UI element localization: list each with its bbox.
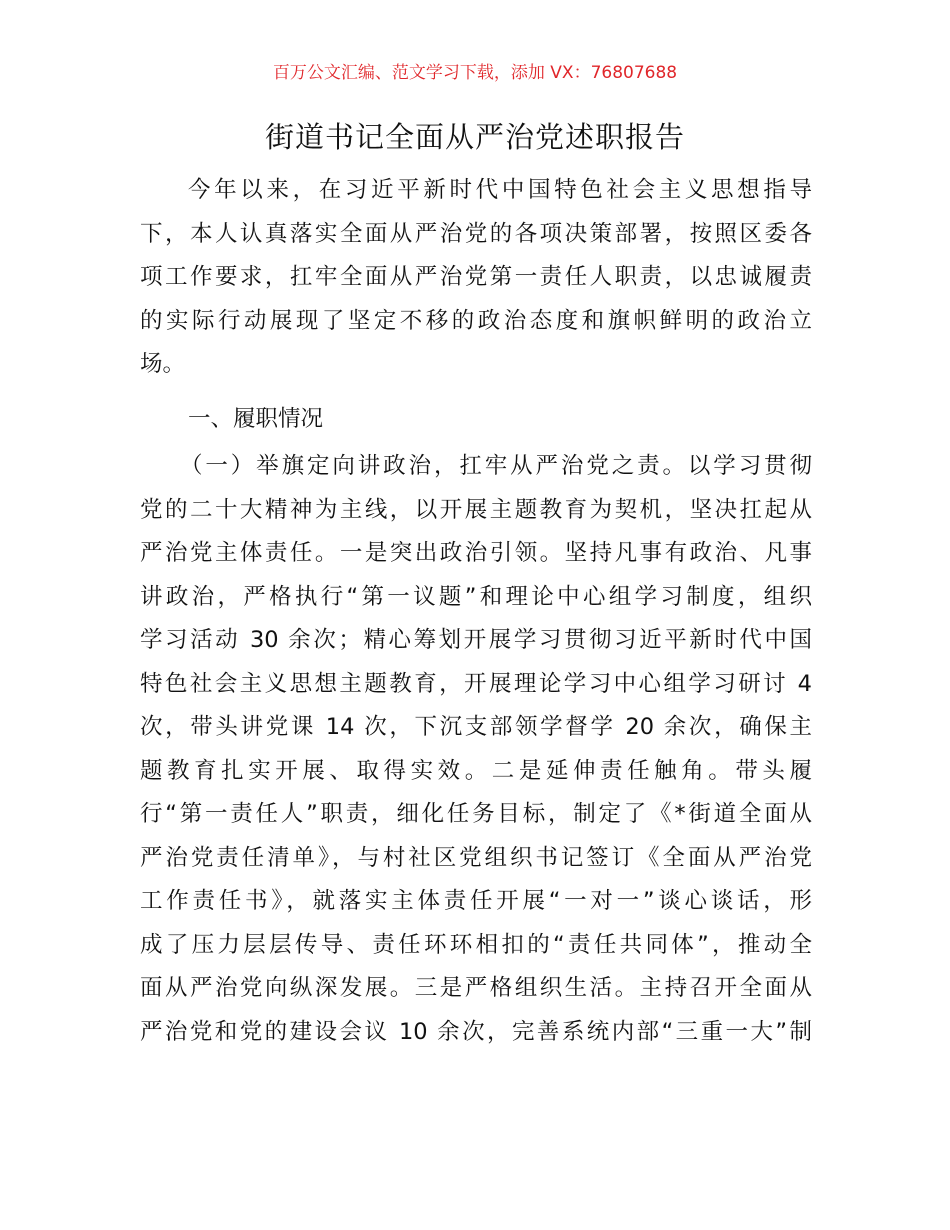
paragraph-line: 成了压力层层传导、责任环环相扣的“责任共同体”，推动全: [140, 932, 812, 958]
paragraph-line: 的实际行动展现了坚定不移的政治态度和旗帜鲜明的政治立: [140, 308, 812, 334]
paragraph-line: 题教育扎实开展、取得实效。二是延伸责任触角。带头履: [140, 758, 812, 784]
download-banner: 百万公文汇编、范文学习下载，添加 VX：76807688: [272, 63, 678, 83]
paragraph-line: 工作责任书》，就落实主体责任开展“一对一”谈心谈话，形: [140, 888, 812, 914]
paragraph-line: 场。: [140, 351, 186, 377]
document-title: 街道书记全面从严治党述职报告: [264, 120, 685, 154]
paragraph-line: 项工作要求，扛牢全面从严治党第一责任人职责，以忠诚履责: [140, 264, 812, 290]
section-heading: 一、履职情况: [188, 406, 324, 432]
paragraph-line: （一）举旗定向讲政治，扛牢从严治党之责。以学习贯彻: [180, 453, 812, 479]
paragraph-line: 次，带头讲党课 14 次，下沉支部领学督学 20 余次，确保主: [140, 714, 812, 740]
paragraph-line: 行“第一责任人”职责，细化任务目标，制定了《*街道全面从: [140, 801, 812, 827]
paragraph-line: 下，本人认真落实全面从严治党的各项决策部署，按照区委各: [140, 221, 812, 247]
paragraph-line: 讲政治，严格执行“第一议题”和理论中心组学习制度，组织: [140, 584, 812, 610]
paragraph-line: 严治党和党的建设会议 10 余次，完善系统内部“三重一大”制: [140, 1019, 812, 1045]
paragraph-line: 严治党责任清单》，与村社区党组织书记签订《全面从严治党: [140, 845, 812, 871]
paragraph-line: 党的二十大精神为主线，以开展主题教育为契机，坚决扛起从: [140, 497, 812, 523]
paragraph-line: 今年以来，在习近平新时代中国特色社会主义思想指导: [188, 177, 812, 203]
paragraph-line: 面从严治党向纵深发展。三是严格组织生活。主持召开全面从: [140, 975, 812, 1001]
paragraph-line: 学习活动 30 余次；精心筹划开展学习贯彻习近平新时代中国: [140, 627, 812, 653]
paragraph-line: 特色社会主义思想主题教育，开展理论学习中心组学习研讨 4: [140, 671, 812, 697]
paragraph-line: 严治党主体责任。一是突出政治引领。坚持凡事有政治、凡事: [140, 540, 812, 566]
